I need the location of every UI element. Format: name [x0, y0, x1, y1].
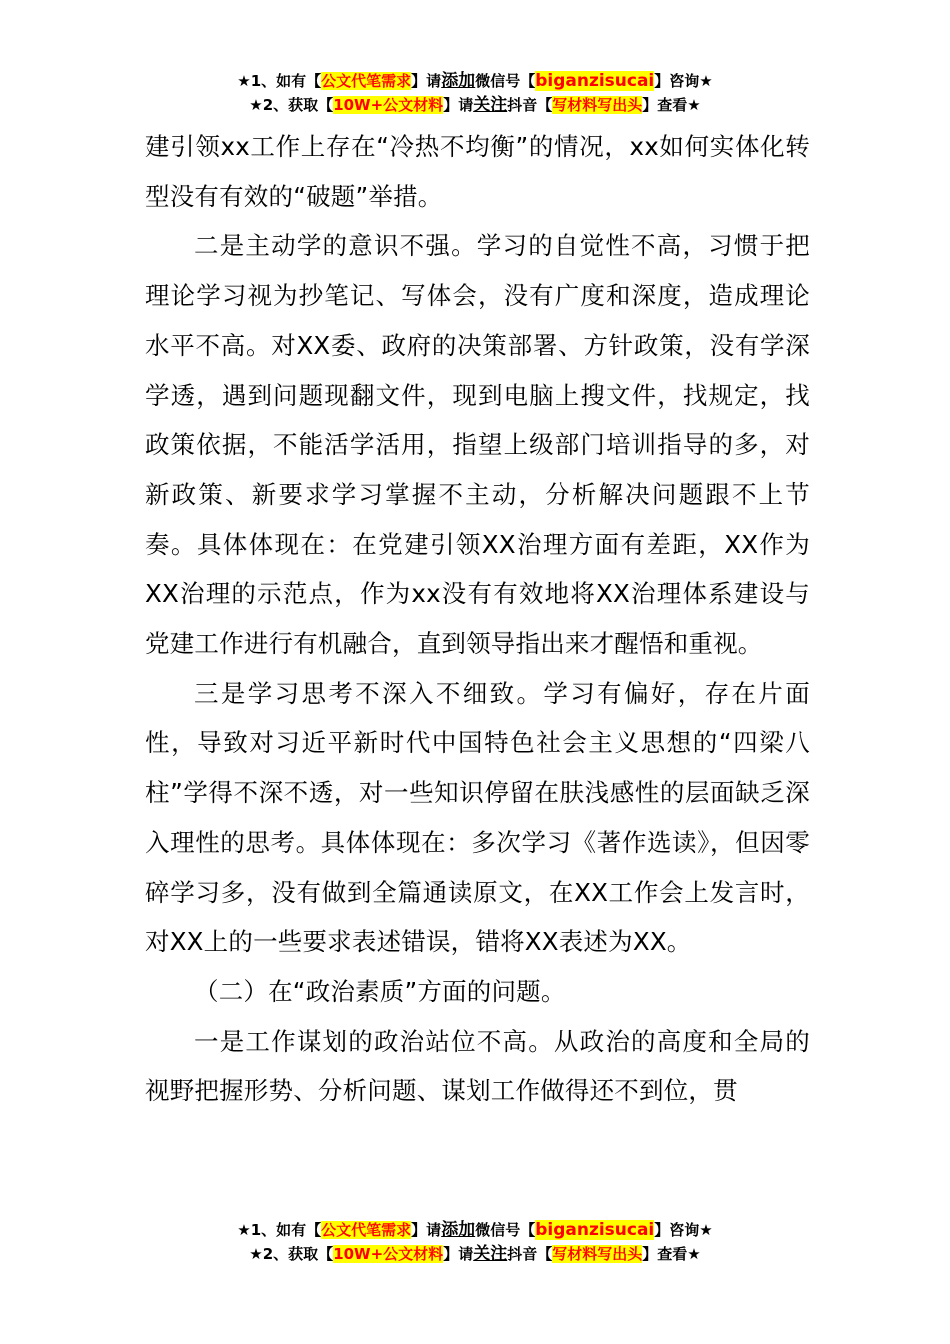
banner-text: 】查看★	[642, 1245, 701, 1263]
banner-text: ★1、如有【	[237, 1221, 322, 1239]
paragraph: 二是主动学的意识不强。学习的自觉性不高，习惯于把理论学习视为抄笔记、写体会，没有广度和深度，造成理论水平不高。对XX委、政府的决策部署、方针政策，没有学深学透，遇到问题现翻文件，现到电脑上搜文件，找规定，找政策依据，不能活学活用，指望上级部门培训指导的多，对新政策、新要求学习掌握不主动，分析解决问题跟不上节奏。具体体现在：在党建引领XX治理方面有差距，XX作为XX治理的示范点，作为xx没有有效地将XX治理体系建设与党建工作进行有机融合，直到领导指出来才醒悟和重视。	[145, 231, 810, 659]
banner-douyin-id: 写材料写出头	[552, 96, 643, 114]
document-body	[145, 122, 810, 1116]
banner-line-1	[0, 69, 950, 93]
top-banner	[0, 69, 950, 117]
paragraph: 一是工作谋划的政治站位不高。从政治的高度和全局的视野把握形势、分析问题、谋划工作做得还不到位，贯	[145, 1026, 810, 1106]
banner-highlight: 10W+公文材料	[333, 96, 444, 114]
banner-underline: 添加	[441, 1220, 476, 1240]
banner-douyin-id: 写材料写出头	[552, 1245, 643, 1263]
banner-text: 】查看★	[642, 96, 701, 114]
banner-wechat-id: biganzisucai	[535, 1220, 655, 1240]
banner-highlight: 10W+公文材料	[333, 1245, 444, 1263]
banner-text: 】请	[411, 1221, 442, 1239]
banner-text: 】请	[443, 96, 474, 114]
banner-wechat-id: biganzisucai	[535, 71, 655, 91]
banner-line-1	[0, 1218, 950, 1242]
banner-underline: 关注	[473, 95, 508, 115]
banner-text: ★2、获取【	[249, 96, 334, 114]
banner-text: 】请	[411, 72, 442, 90]
banner-text: 】请	[443, 1245, 474, 1263]
banner-highlight: 公文代笔需求	[321, 72, 412, 90]
banner-text: 抖音【	[507, 96, 553, 114]
banner-underline: 添加	[441, 71, 476, 91]
banner-underline: 关注	[473, 1244, 508, 1264]
banner-highlight: 公文代笔需求	[321, 1221, 412, 1239]
bottom-banner	[0, 1218, 950, 1266]
paragraph: 建引领xx工作上存在“冷热不均衡”的情况，xx如何实体化转型没有有效的“破题”举措。	[145, 132, 810, 211]
banner-text: 微信号【	[475, 72, 536, 90]
banner-text: 】咨询★	[654, 1221, 713, 1239]
paragraph: 三是学习思考不深入不细致。学习有偏好，存在片面性，导致对习近平新时代中国特色社会主义思想的“四梁八柱”学得不深不透，对一些知识停留在肤浅感性的层面缺乏深入理性的思考。具体体现在：多次学习《著作选读》，但因零碎学习多，没有做到全篇通读原文，在XX工作会上发言时，对XX上的一些要求表述错误，错将XX表述为XX。	[145, 678, 810, 957]
banner-text: 微信号【	[475, 1221, 536, 1239]
banner-text: ★2、获取【	[249, 1245, 334, 1263]
banner-text: 抖音【	[507, 1245, 553, 1263]
banner-line-2	[0, 93, 950, 117]
section-heading: （二）在“政治素质”方面的问题。	[194, 976, 566, 1006]
banner-text: 】咨询★	[654, 72, 713, 90]
banner-line-2	[0, 1242, 950, 1266]
banner-text: ★1、如有【	[237, 72, 322, 90]
